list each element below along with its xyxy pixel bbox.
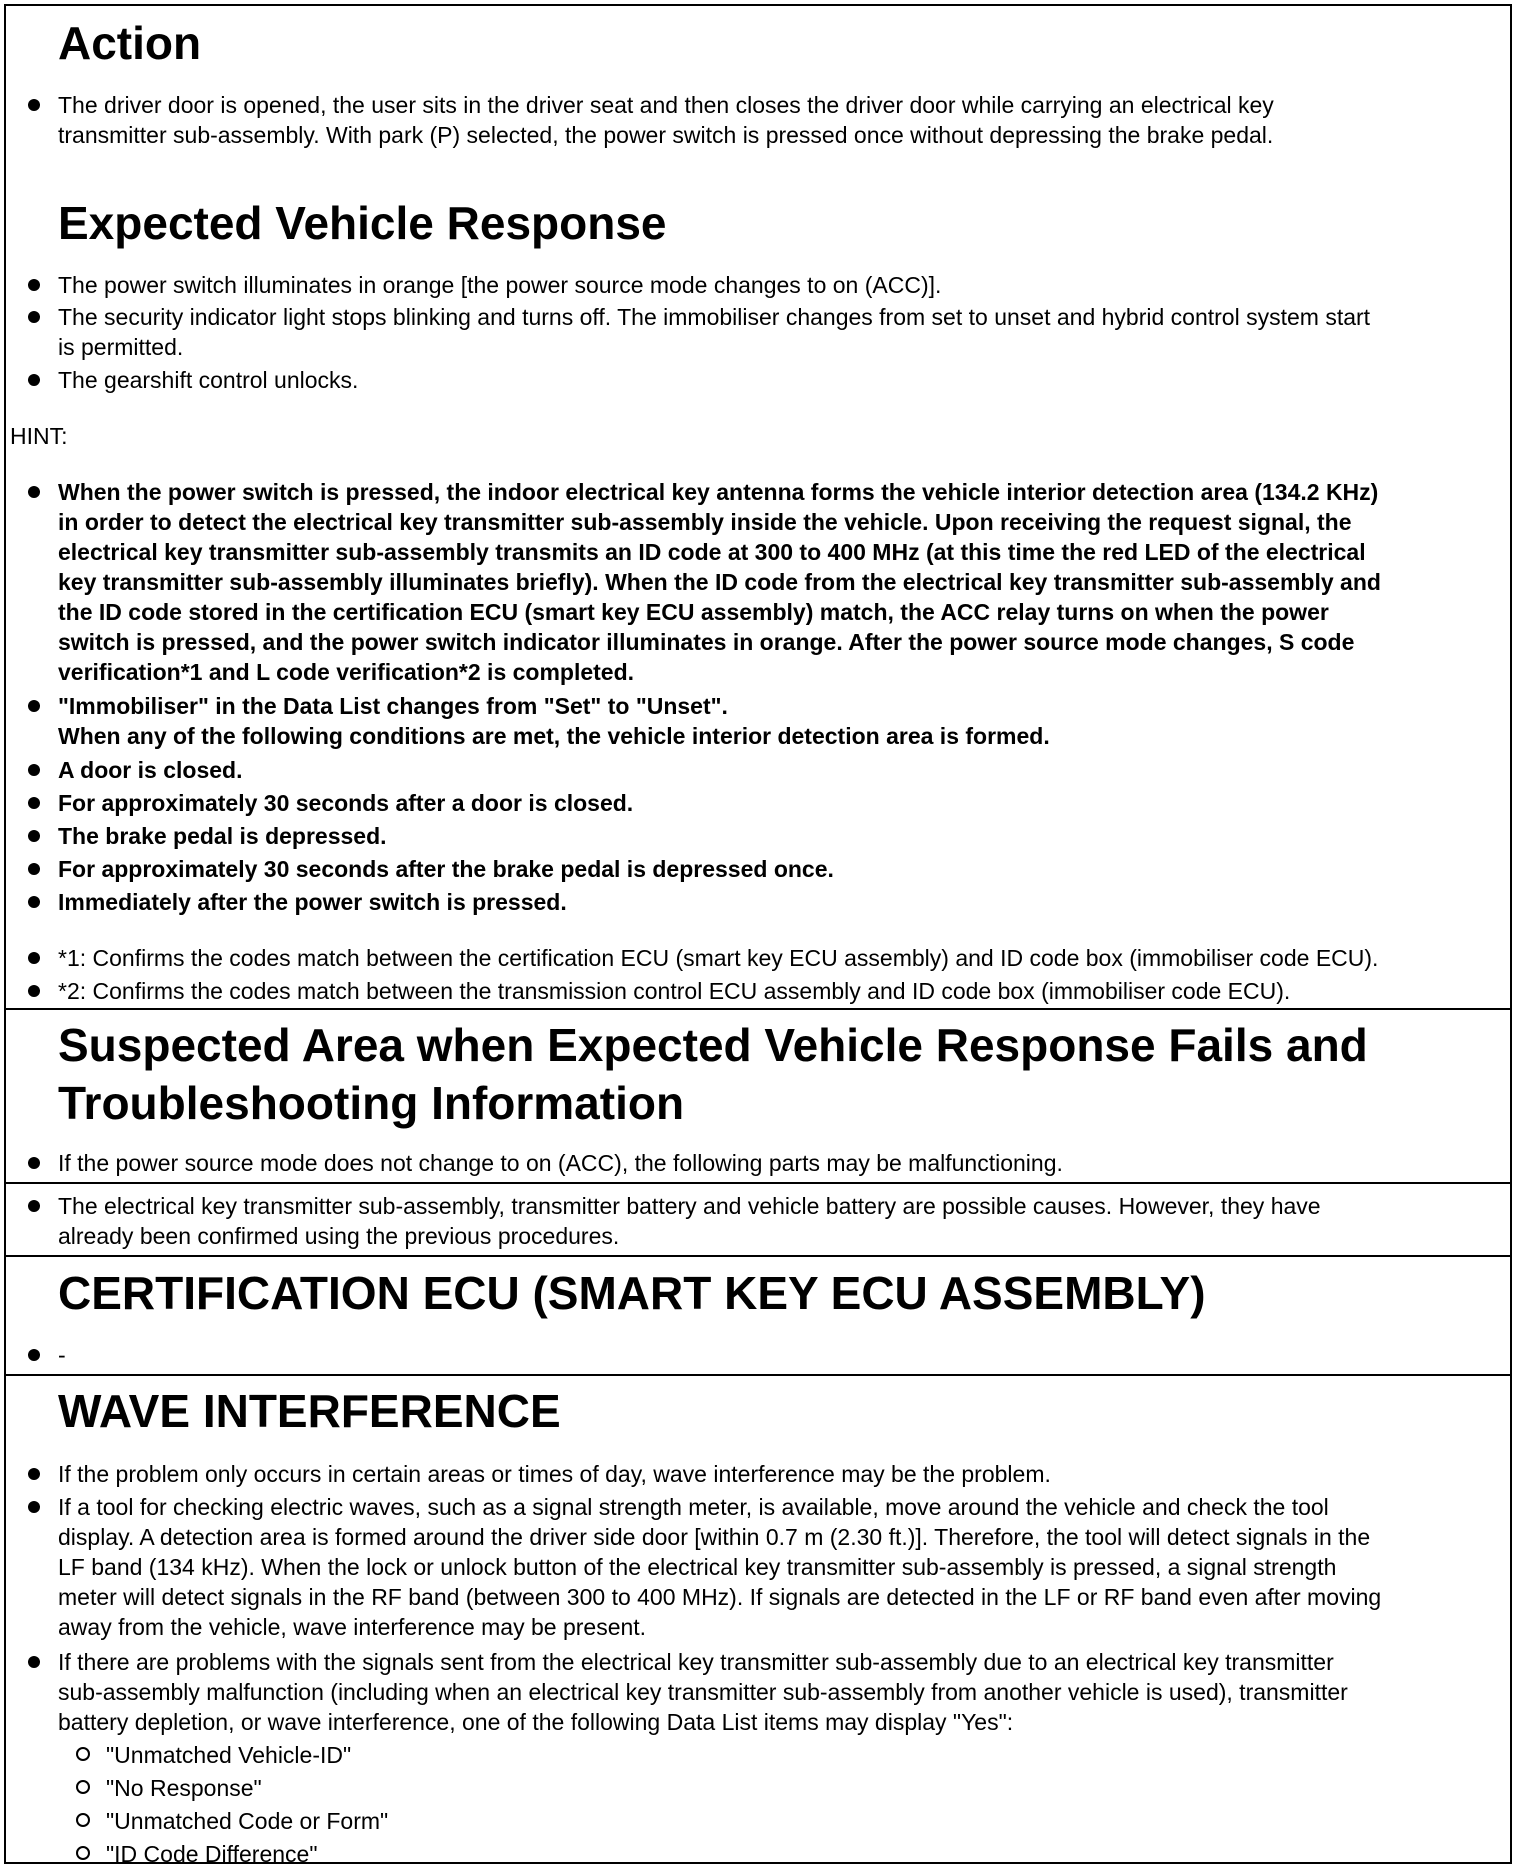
bullet-icon — [28, 830, 40, 842]
bullet-icon — [28, 1349, 40, 1361]
wave-bullet-1: If the problem only occurs in certain areas or times of day, wave interference may be the problem. — [58, 1461, 1051, 1487]
wave-bullet-2-line-5: away from the vehicle, wave interference may be present. — [58, 1614, 647, 1640]
bullet-icon — [28, 374, 40, 386]
bullet-icon — [28, 700, 40, 712]
hint-condition-5: Immediately after the power switch is pressed. — [58, 889, 567, 915]
bullet-icon — [28, 99, 40, 111]
hint-p1-line-5: the ID code stored in the certification ECU (smart key ECU assembly) match, the ACC relay turns on when the power — [58, 599, 1329, 625]
data-list-item: "No Response" — [106, 1775, 262, 1801]
bullet-icon — [28, 863, 40, 875]
hint-p2-line-1: "Immobiliser" in the Data List changes from "Set" to "Unset". — [58, 693, 728, 719]
suspected-bullet-2-line-1: The electrical key transmitter sub-assembly, transmitter battery and vehicle battery are possible causes. However, they have — [58, 1193, 1321, 1219]
response-bullet-2-line-1: The security indicator light stops blinking and turns off. The immobiliser changes from set to unset and hybrid control system start — [58, 304, 1371, 330]
wave-bullet-2-line-4: meter will detect signals in the RF band (between 300 to 400 MHz). If signals are detected in the LF or RF band even after moving — [58, 1584, 1382, 1610]
hint-p1-line-2: in order to detect the electrical key transmitter sub-assembly inside the vehicle. Upon receiving the request signal, the — [58, 509, 1352, 535]
certification-bullet-1: - — [58, 1342, 66, 1368]
hint-p1-line-6: switch is pressed, and the power switch indicator illuminates in orange. After the power source mode changes, S code — [58, 629, 1355, 655]
heading-certification-ecu: CERTIFICATION ECU (SMART KEY ECU ASSEMBLY) — [58, 1267, 1206, 1319]
hint-p1-line-1: When the power switch is pressed, the indoor electrical key antenna forms the vehicle interior detection area (134.2 KHz) — [58, 479, 1379, 505]
sub-bullet-icon — [76, 1780, 90, 1794]
action-line-1: The driver door is opened, the user sits in the driver seat and then closes the driver door while carrying an electrical key — [58, 92, 1274, 118]
hint-condition-1: A door is closed. — [58, 757, 243, 783]
suspected-bullet-1: If the power source mode does not change to on (ACC), the following parts may be malfunctioning. — [58, 1150, 1063, 1176]
heading-action: Action — [58, 17, 202, 69]
data-list-item: "Unmatched Vehicle-ID" — [106, 1742, 352, 1768]
hint-note-1: *1: Confirms the codes match between the certification ECU (smart key ECU assembly) and ID code box (immobiliser code ECU). — [58, 945, 1379, 971]
sub-bullet-icon — [76, 1813, 90, 1827]
heading-suspected-line-1: Suspected Area when Expected Vehicle Response Fails and — [58, 1019, 1368, 1071]
bullet-icon — [28, 1157, 40, 1169]
data-list-item: "Unmatched Code or Form" — [106, 1808, 389, 1834]
wave-bullet-3-line-2: sub-assembly malfunction (including when an electrical key transmitter sub-assembly from another vehicle is used), transmitter — [58, 1679, 1348, 1705]
response-bullet-1: The power switch illuminates in orange [the power source mode changes to on (ACC)]. — [58, 272, 942, 298]
sub-bullet-icon — [76, 1846, 90, 1860]
bullet-icon — [28, 279, 40, 291]
bullet-icon — [28, 1200, 40, 1212]
hint-p1-line-4: key transmitter sub-assembly illuminates briefly). When the ID code from the electrical key transmitter sub-assembly and — [58, 569, 1381, 595]
heading-expected-response: Expected Vehicle Response — [58, 197, 667, 249]
section-divider — [6, 1182, 1510, 1184]
wave-bullet-2-line-2: display. A detection area is formed around the driver side door [within 0.7 m (2.30 ft.)]. Therefore, the tool will detect signals in the — [58, 1524, 1371, 1550]
hint-note-2: *2: Confirms the codes match between the transmission control ECU assembly and ID code box (immobiliser code ECU). — [58, 978, 1291, 1004]
heading-wave-interference: WAVE INTERFERENCE — [58, 1385, 561, 1437]
bullet-icon — [28, 1656, 40, 1668]
section-divider — [6, 1374, 1510, 1376]
wave-bullet-3-line-3: battery depletion, or wave interference, one of the following Data List items may display "Yes": — [58, 1709, 1014, 1735]
wave-bullet-3-line-1: If there are problems with the signals sent from the electrical key transmitter sub-assembly due to an electrical key transmitter — [58, 1649, 1334, 1675]
bullet-icon — [28, 896, 40, 908]
hint-p2-line-2: When any of the following conditions are met, the vehicle interior detection area is formed. — [58, 723, 1050, 749]
sub-bullet-icon — [76, 1747, 90, 1761]
bullet-icon — [28, 952, 40, 964]
hint-condition-2: For approximately 30 seconds after a door is closed. — [58, 790, 634, 816]
data-list-item: "ID Code Difference" — [106, 1841, 318, 1867]
section-divider — [6, 1008, 1510, 1010]
response-bullet-2-line-2: is permitted. — [58, 334, 184, 360]
section-divider — [6, 1255, 1510, 1257]
response-bullet-3: The gearshift control unlocks. — [58, 367, 359, 393]
bullet-icon — [28, 1501, 40, 1513]
bullet-icon — [28, 486, 40, 498]
bullet-icon — [28, 764, 40, 776]
wave-bullet-2-line-3: LF band (134 kHz). When the lock or unlock button of the electrical key transmitter sub-assembly is pressed, a signal strength — [58, 1554, 1337, 1580]
action-line-2: transmitter sub-assembly. With park (P) selected, the power switch is pressed once without depressing the brake pedal. — [58, 122, 1274, 148]
suspected-bullet-2-line-2: already been confirmed using the previous procedures. — [58, 1223, 620, 1249]
hint-label: HINT: — [10, 423, 68, 449]
bullet-icon — [28, 1468, 40, 1480]
hint-p1-line-7: verification*1 and L code verification*2 is completed. — [58, 659, 635, 685]
bullet-icon — [28, 985, 40, 997]
hint-condition-3: The brake pedal is depressed. — [58, 823, 387, 849]
hint-p1-line-3: electrical key transmitter sub-assembly transmits an ID code at 300 to 400 MHz (at this time the red LED of the electrical — [58, 539, 1366, 565]
bullet-icon — [28, 797, 40, 809]
wave-bullet-2-line-1: If a tool for checking electric waves, such as a signal strength meter, is available, move around the vehicle and check the tool — [58, 1494, 1329, 1520]
hint-condition-4: For approximately 30 seconds after the brake pedal is depressed once. — [58, 856, 834, 882]
heading-suspected-line-2: Troubleshooting Information — [58, 1077, 685, 1129]
bullet-icon — [28, 311, 40, 323]
